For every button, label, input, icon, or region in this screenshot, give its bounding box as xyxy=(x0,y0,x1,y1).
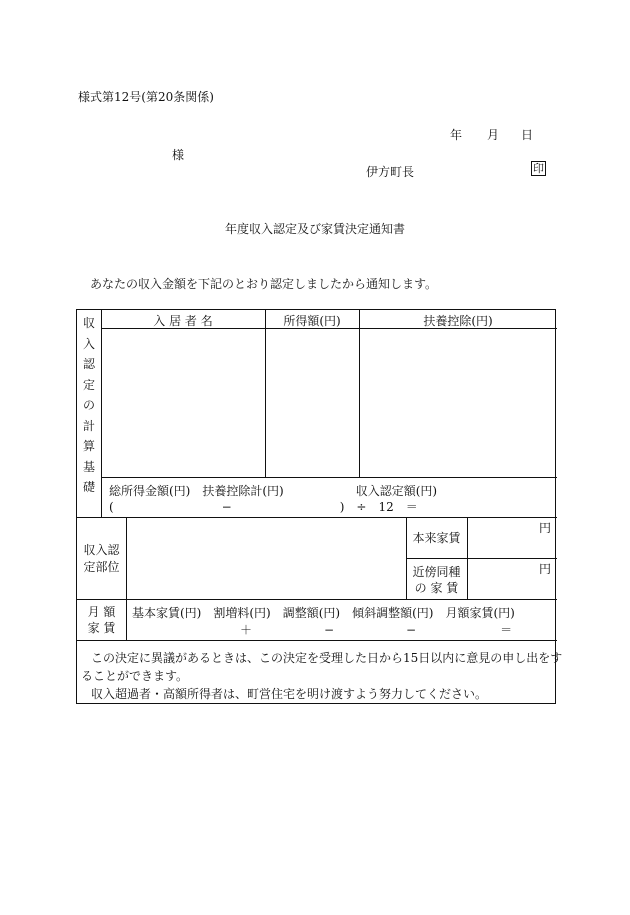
col-divider xyxy=(101,310,102,517)
row-divider xyxy=(101,477,557,478)
base-rent-label: 本来家賃 xyxy=(412,531,461,545)
col-header-resident: 入 居 者 名 xyxy=(153,314,213,328)
nearby-rent-unit: 円 xyxy=(539,562,552,576)
col-divider xyxy=(126,599,127,640)
form-number: 様式第12号(第20条関係) xyxy=(78,90,214,104)
date-month-label: 月 xyxy=(487,128,500,142)
base-rent-unit: 円 xyxy=(539,521,552,535)
col-divider xyxy=(359,310,360,477)
col-header-dependent: 扶養控除(円) xyxy=(423,314,493,328)
note-high-income: 収入超過者・高額所得者は、町営住宅を明け渡すよう努力してください。 xyxy=(91,687,488,701)
date-year-label: 年 xyxy=(450,128,463,142)
col-header-income: 所得額(円) xyxy=(283,314,341,328)
row-divider xyxy=(77,517,557,518)
intro-text: あなたの収入金額を下記のとおり認定しましたから通知します。 xyxy=(90,277,438,291)
section-income-part-label: 収入認 定部位 xyxy=(83,543,120,574)
section-income-basis-label: 収 入 認 定 の 計 算 基 礎 xyxy=(82,316,95,494)
note-objection: この決定に異議があるときは、この決定を受理した日から15日以内に意見の申し出をす xyxy=(91,651,563,665)
date-day-label: 日 xyxy=(521,128,534,142)
issuer-name: 伊方町長 xyxy=(366,165,415,179)
monthly-headers: 基本家賃(円) 割増料(円) 調整額(円) 傾斜調整額(円) 月額家賃(円) xyxy=(132,606,515,620)
nearby-rent-label: 近傍同種 の 家 賃 xyxy=(412,565,461,595)
monthly-formula: ＋ − − ＝ xyxy=(132,623,513,637)
note-objection-cont: ることができます。 xyxy=(81,669,189,683)
seal-stamp: 印 xyxy=(533,162,544,175)
col-divider xyxy=(265,310,266,477)
col-divider xyxy=(467,517,468,599)
monthly-rent-label: 月 額 家 賃 xyxy=(87,605,116,635)
addressee-suffix: 様 xyxy=(172,148,185,162)
col-divider xyxy=(126,517,127,599)
row-divider xyxy=(77,599,557,600)
document-title: 年度収入認定及び家賃決定通知書 xyxy=(224,222,405,236)
notice-table xyxy=(76,309,563,704)
calc-headers: 総所得金額(円) 扶養控除計(円) 収入認定額(円) xyxy=(109,484,438,498)
calc-formula: ( − ) ÷ 12 ＝ xyxy=(109,500,418,514)
row-divider xyxy=(77,640,557,641)
row-divider xyxy=(406,558,557,559)
